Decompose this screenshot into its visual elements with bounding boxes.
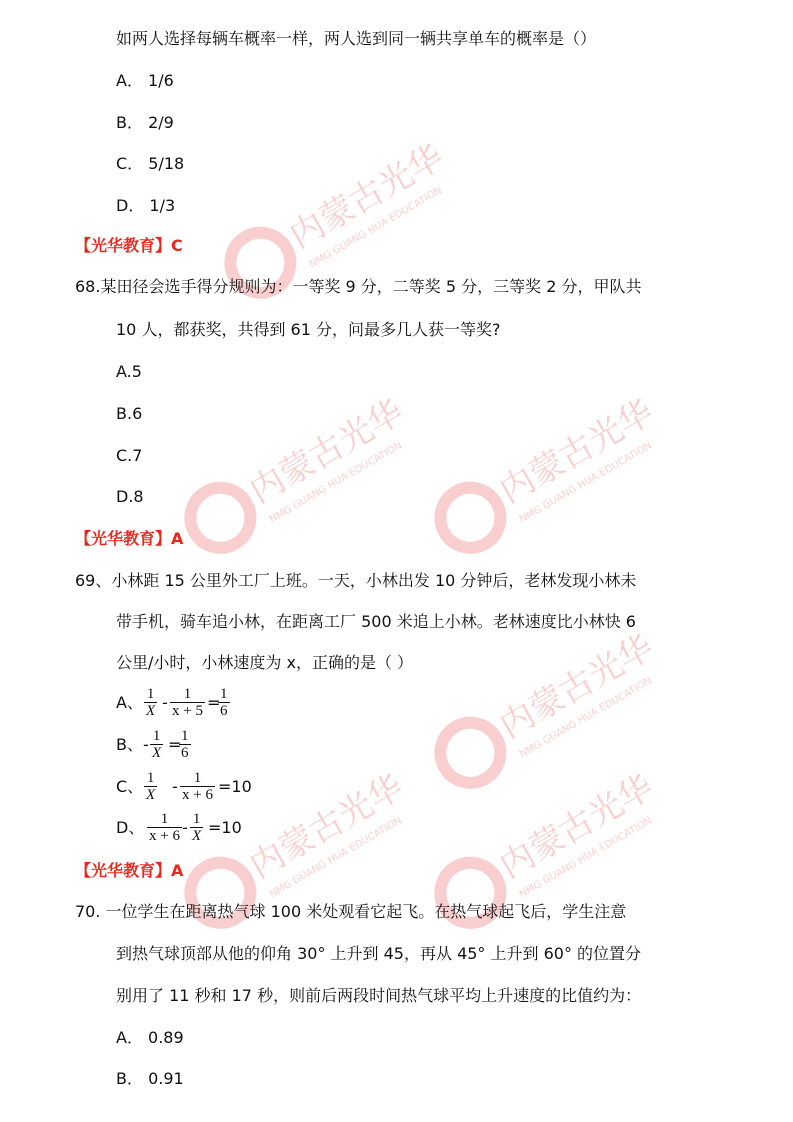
numerator: 1: [147, 811, 182, 828]
q69-option-c-frac1: [144, 770, 157, 803]
q69-option-a-frac3: [218, 686, 230, 719]
watermark: [163, 374, 427, 580]
numerator: 1: [181, 728, 189, 744]
q67-option-a: A． 1/6: [116, 71, 174, 90]
q68-stem-line2: 10 人，都获奖，共得到 61 分，问最多几人获一等奖?: [116, 320, 501, 339]
svg-text:内蒙古光华教育: 内蒙古光华教育: [493, 373, 675, 512]
svg-text:NMG GUANG HUA EDUCATION: NMG GUANG HUA EDUCATION: [267, 815, 405, 901]
answer-tag: 【光华教育】: [75, 236, 172, 255]
q70-stem-line2: 到热气球顶部从他的仰角 30° 上升到 45，再从 45° 上升到 60° 的位置分: [116, 944, 642, 963]
q69-stem-line1: 69、小林距 15 公里外工厂上班。一天，小林出发 10 分钟后，老林发现小林未: [75, 571, 637, 590]
q69-stem-line2: 带手机，骑车追小林，在距离工厂 500 米追上小林。老林速度比小林快 6: [116, 612, 636, 631]
watermark: [413, 374, 677, 580]
watermark-logo-icon: [413, 609, 675, 812]
numerator: 1: [180, 770, 215, 787]
denominator: X: [146, 703, 156, 719]
q69-option-a-label: A、: [116, 693, 143, 712]
watermark: [413, 749, 677, 955]
q69-option-a-equals: =: [207, 693, 221, 712]
watermark-logo-icon: [163, 374, 425, 577]
q69-option-c-frac2: [180, 770, 215, 803]
q69-option-b-minus: -: [143, 735, 149, 754]
q69-option-c-label: C、: [116, 777, 144, 796]
q69-option-a-frac1: [144, 686, 157, 719]
q69-option-d-minus: -: [182, 818, 188, 837]
q69-option-b-label: B、: [116, 735, 143, 754]
watermark-logo-icon: [413, 374, 675, 577]
svg-text:内蒙古光华教育: 内蒙古光华教育: [243, 748, 425, 887]
q67-option-d: D． 1/3: [116, 196, 176, 215]
q70-stem-line3: 别用了 11 秒和 17 秒，则前后两段时间热气球平均上升速度的比值约为：: [116, 986, 642, 1005]
q69-option-d-frac2: [190, 811, 203, 844]
q69-option-d-label: D、: [116, 818, 145, 837]
denominator: 6: [181, 745, 189, 761]
q67-answer: [75, 235, 183, 257]
denominator: 6: [220, 703, 228, 719]
q69-option-d-rhs: =10: [208, 818, 242, 837]
answer-letter: A: [171, 529, 184, 548]
watermark: [413, 609, 677, 815]
q69-option-c-minus: -: [172, 777, 178, 796]
svg-text:内蒙古光华教育: 内蒙古光华教育: [283, 118, 465, 257]
denominator: X: [146, 787, 156, 803]
q68-stem-line1: 68.某田径会选手得分规则为：一等奖 9 分，二等奖 5 分，三等奖 2 分，甲队共: [75, 277, 642, 296]
denominator: x + 5: [172, 703, 203, 719]
q67-stem: 如两人选择每辆车概率一样，两人选到同一辆共享单车的概率是（）: [116, 29, 597, 48]
denominator: X: [152, 745, 162, 761]
numerator: 1: [220, 686, 228, 702]
svg-text:NMG GUANG HUA EDUCATION: NMG GUANG HUA EDUCATION: [517, 675, 655, 761]
q69-option-a-minus: -: [162, 693, 168, 712]
q69-option-b-frac1: [150, 728, 163, 761]
q68-option-a: A.5: [116, 362, 142, 381]
q69-option-a-frac2: [170, 686, 205, 719]
denominator: x + 6: [182, 787, 213, 803]
svg-text:内蒙古光华教育: 内蒙古光华教育: [493, 608, 675, 747]
numerator: 1: [170, 686, 205, 703]
svg-text:NMG GUANG HUA EDUCATION: NMG GUANG HUA EDUCATION: [517, 815, 655, 901]
denominator: x + 6: [149, 828, 180, 844]
answer-tag: 【光华教育】: [75, 529, 172, 548]
q69-option-d-frac1: [147, 811, 182, 844]
numerator: 1: [144, 686, 157, 703]
q69-option-b-equals: =: [168, 735, 182, 754]
q70-stem-line1: 70. 一位学生在距离热气球 100 米处观看它起飞。在热气球起飞后，学生注意: [75, 902, 627, 921]
q69-option-c-rhs: =10: [218, 777, 252, 796]
q70-option-b: B． 0.91: [116, 1069, 184, 1088]
denominator: X: [192, 828, 202, 844]
q67-option-c: C． 5/18: [116, 154, 185, 173]
svg-text:内蒙古光华教育: 内蒙古光华教育: [243, 373, 425, 512]
numerator: 1: [150, 728, 163, 745]
numerator: 1: [144, 770, 157, 787]
answer-letter: C: [171, 236, 183, 255]
answer-letter: A: [171, 861, 184, 880]
q68-answer: [75, 528, 183, 550]
q68-option-c: C.7: [116, 446, 143, 465]
numerator: 1: [190, 811, 203, 828]
svg-text:NMG GUANG HUA EDUCATION: NMG GUANG HUA EDUCATION: [267, 440, 405, 526]
q69-stem-line3: 公里/小时，小林速度为 x，正确的是（ ）: [116, 653, 414, 672]
svg-text:NMG GUANG HUA EDUCATION: NMG GUANG HUA EDUCATION: [307, 185, 445, 271]
q69-option-b-frac2: [179, 728, 191, 761]
q67-option-b: B． 2/9: [116, 113, 174, 132]
svg-text:内蒙古光华教育: 内蒙古光华教育: [493, 748, 675, 887]
q68-option-d: D.8: [116, 487, 144, 506]
q70-option-a: A． 0.89: [116, 1028, 184, 1047]
q69-answer: [75, 860, 183, 882]
svg-text:NMG GUANG HUA EDUCATION: NMG GUANG HUA EDUCATION: [517, 440, 655, 526]
q68-option-b: B.6: [116, 404, 143, 423]
answer-tag: 【光华教育】: [75, 861, 172, 880]
